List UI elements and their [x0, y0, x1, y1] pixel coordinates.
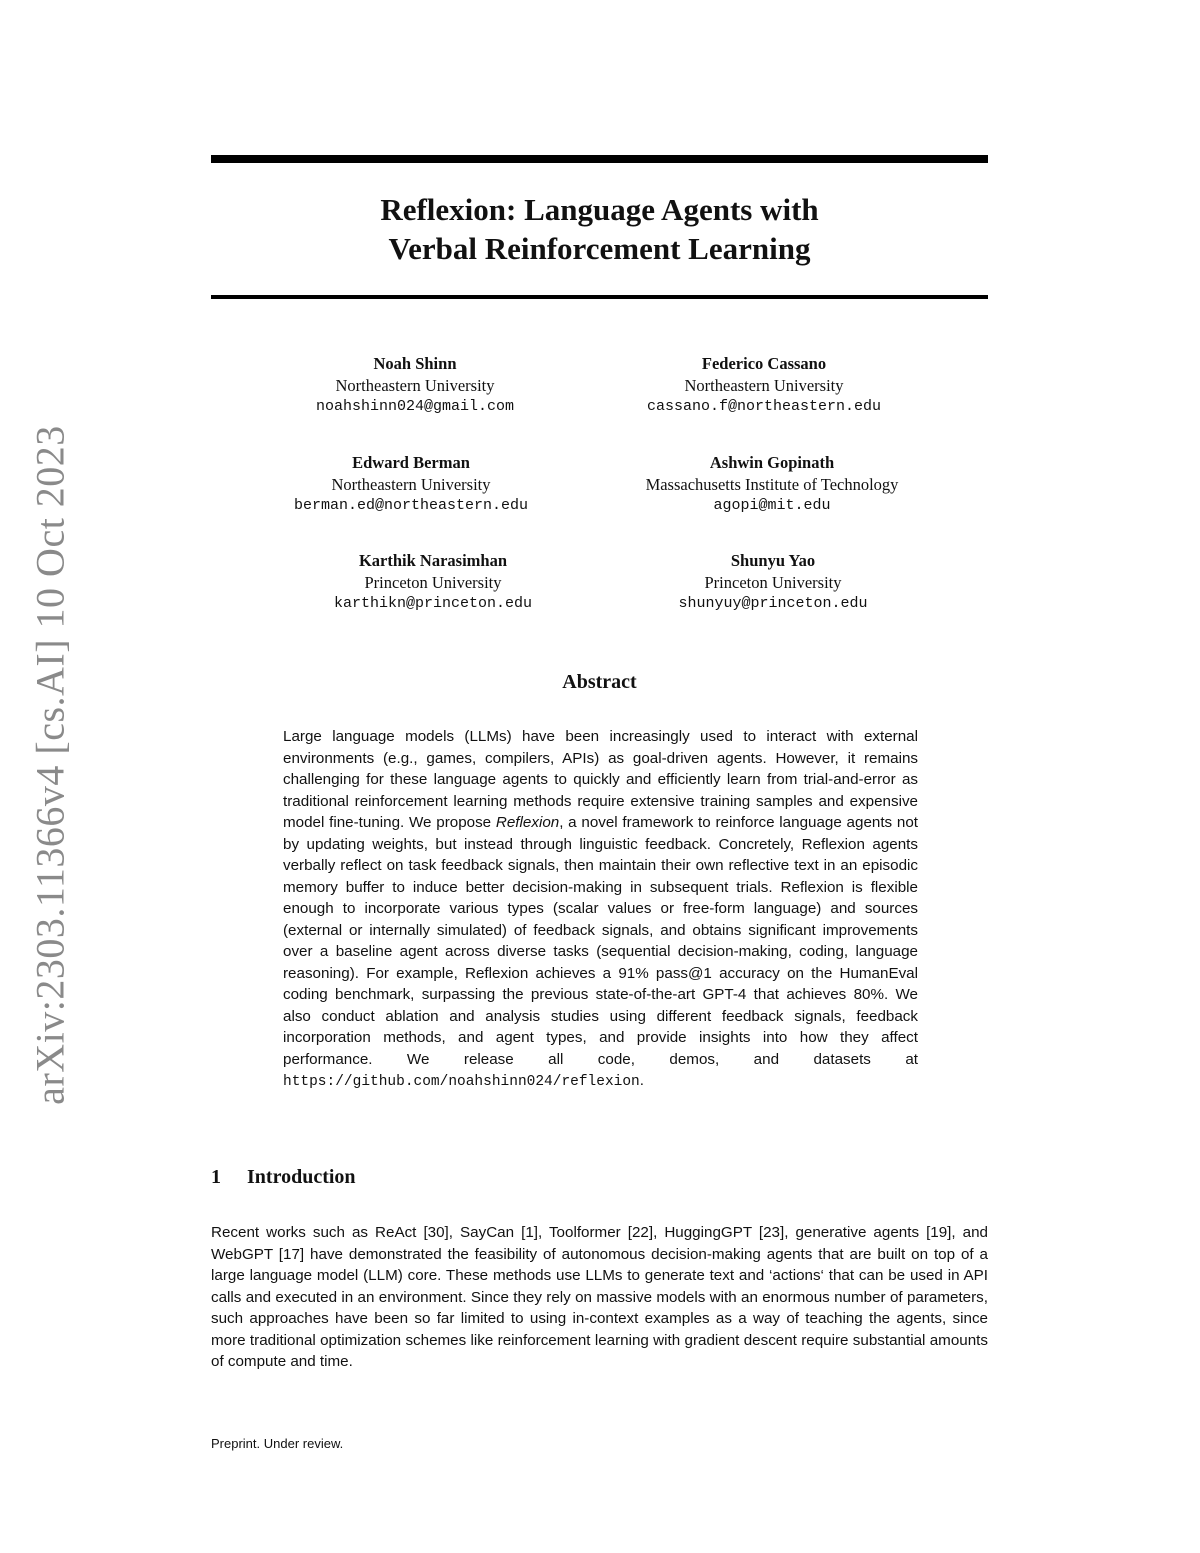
author-block	[241, 452, 581, 517]
author-name: Noah Shinn	[373, 354, 457, 373]
author-name: Edward Berman	[352, 453, 470, 472]
author-affiliation: Princeton University	[704, 572, 842, 592]
abstract-heading: Abstract	[562, 671, 637, 693]
abstract-text: .	[639, 1072, 644, 1089]
title-line-2: Verbal Reinforcement Learning	[388, 231, 811, 266]
section-number: 1	[211, 1166, 221, 1188]
author-block	[245, 353, 585, 418]
author-name: Karthik Narasimhan	[358, 551, 508, 570]
title-line-1: Reflexion: Language Agents with	[380, 192, 819, 227]
author-email[interactable]: noahshinn024@gmail.com	[315, 398, 515, 415]
paper-title	[211, 190, 988, 268]
author-name: Federico Cassano	[701, 354, 827, 373]
title-rule-bottom	[211, 295, 988, 299]
author-affiliation: Princeton University	[364, 572, 502, 592]
author-block	[263, 550, 603, 615]
preprint-footer: Preprint. Under review.	[211, 1436, 344, 1451]
author-affiliation: Northeastern University	[335, 375, 495, 395]
author-affiliation: Massachusetts Institute of Technology	[645, 474, 899, 494]
repository-link[interactable]: https://github.com/noahshinn024/reflexion	[283, 1074, 640, 1090]
author-block	[602, 452, 942, 517]
author-block	[603, 550, 943, 615]
author-email[interactable]: shunyuy@princeton.edu	[678, 595, 868, 612]
author-affiliation: Northeastern University	[331, 474, 491, 494]
abstract-body	[283, 726, 918, 1094]
intro-paragraph: Recent works such as ReAct [30], SayCan [1], Toolformer [22], HuggingGPT [23], generative agents [19], and WebGPT [17] have demonstrated the feasibility of autonomous decision-making agents that are built on top of a large language model (LLM) core. These methods use LLMs to generate text and ‘actions‘ that can be used in API calls and executed in an environment. Since they rely on massive models with an enormous number of parameters, such approaches have been so far limited to using in-context examples as a way of teaching the agents, since more traditional optimization schemes like reinforcement learning with gradient descent require substantial amounts of compute and time.	[211, 1224, 988, 1370]
author-name: Ashwin Gopinath	[709, 453, 835, 472]
author-affiliation: Northeastern University	[684, 375, 844, 395]
arxiv-watermark: arXiv:2303.11366v4 [cs.AI] 10 Oct 2023	[27, 425, 73, 1105]
author-block	[594, 353, 934, 418]
author-email[interactable]: berman.ed@northeastern.edu	[293, 497, 529, 514]
author-email[interactable]: cassano.f@northeastern.edu	[646, 398, 882, 415]
section-title: Introduction	[247, 1166, 356, 1188]
abstract-text: , a novel framework to reinforce language agents not by updating weights, but instead through linguistic feedback. Concretely, Reflexion agents verbally reflect on task feedback signals, then maintain their own reflective text in an episodic memory buffer to induce better decision-making in subsequent trials. Reflexion is flexible enough to incorporate various types (scalar values or free-form language) and sources (external or internally simulated) of feedback signals, and obtains significant improvements over a baseline agent across diverse tasks (sequential decision-making, coding, language reasoning). For example, Reflexion achieves a 91% pass@1 accuracy on the HumanEval coding benchmark, surpassing the previous state-of-the-art GPT-4 that achieves 80%. We also conduct ablation and analysis studies using different feedback signals, feedback incorporation methods, and agent types, and provide insights into how they affect performance. We release all code, demos, and datasets at	[283, 814, 919, 1068]
title-rule-top	[211, 155, 988, 163]
abstract-emphasis: Reflexion	[495, 814, 560, 831]
section-heading	[211, 1166, 356, 1189]
abstract-text: Large language models (LLMs) have been increasingly used to interact with external environments (e.g., games, compilers, APIs) as goal-driven agents. However, it remains challenging for these language agents to quickly and efficiently learn from trial-and-error as traditional reinforcement learning methods require extensive training samples and expensive model fine-tuning. We propose	[283, 728, 918, 831]
author-email[interactable]: karthikn@princeton.edu	[333, 595, 533, 612]
author-name: Shunyu Yao	[730, 551, 816, 570]
author-email[interactable]: agopi@mit.edu	[713, 497, 831, 514]
